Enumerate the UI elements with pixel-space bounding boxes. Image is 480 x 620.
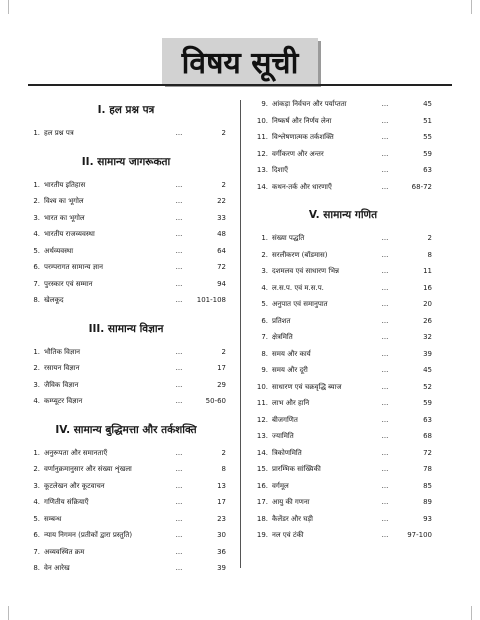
entry-number: 1. [33, 448, 40, 457]
entry-page: 23 [217, 514, 226, 523]
leader-dots: ... [381, 149, 389, 158]
entry-page: 2 [221, 448, 226, 457]
entry-number: 13. [256, 166, 268, 174]
entry-page: 68 [423, 432, 432, 440]
entry-label: हल प्रश्न पत्र [44, 129, 74, 137]
leader-dots: ... [381, 283, 389, 292]
entry-label: प्रारम्भिक सांख्यिकी [272, 465, 321, 473]
entry-label: खेलकूद [44, 296, 64, 304]
entry-page: 72 [217, 263, 226, 271]
entry-page: 22 [217, 197, 226, 205]
entry-page: 39 [217, 564, 226, 572]
entry-page: 59 [423, 149, 432, 158]
entry-page: 8 [427, 250, 432, 259]
entry-page: 50-60 [205, 397, 226, 405]
entry-label: क्षेत्रमिति [272, 333, 293, 341]
entry-page: 89 [423, 498, 432, 506]
leader-dots: ... [381, 514, 389, 523]
entry-number: 6. [261, 316, 268, 325]
toc-entry [254, 96, 432, 113]
entry-page: 101-108 [196, 296, 226, 304]
toc-entry [26, 478, 226, 495]
entry-number: 17. [256, 498, 268, 506]
toc-entry [26, 461, 226, 478]
entry-label: आयु की गणना [272, 498, 310, 506]
entry-page: 13 [217, 481, 226, 490]
toc-entry [254, 511, 432, 528]
entry-number: 5. [33, 246, 40, 255]
right-column [254, 96, 432, 544]
entry-label: विश्व का भूगोल [44, 197, 84, 205]
entry-page: 2 [427, 234, 432, 242]
leader-dots: ... [381, 182, 389, 191]
entry-label: भौतिक विज्ञान [44, 347, 81, 356]
leader-dots: ... [175, 246, 183, 255]
entry-number: 13. [256, 432, 268, 440]
leader-dots: ... [381, 349, 389, 358]
entry-page: 55 [423, 133, 432, 141]
entry-number: 12. [256, 149, 268, 158]
entry-label: कम्प्यूटर विज्ञान [44, 397, 83, 405]
entry-page: 2 [221, 180, 226, 189]
entry-label: समय और कार्य [272, 349, 311, 358]
crop-mark [471, 0, 472, 14]
left-column [26, 96, 226, 577]
entry-page: 64 [217, 246, 226, 255]
entry-page: 94 [217, 279, 226, 288]
toc-entry [254, 113, 432, 130]
toc-entry [26, 177, 226, 194]
toc-entry [26, 494, 226, 511]
entry-label: दिशाएँ [272, 166, 288, 174]
toc-entry [26, 210, 226, 227]
entry-number: 1. [33, 347, 40, 356]
entry-number: 10. [256, 382, 268, 391]
entry-label: प्रतिशत [272, 316, 291, 325]
entry-page: 68-72 [411, 182, 432, 191]
toc-entry [254, 280, 432, 297]
entry-number: 8. [33, 564, 40, 572]
entry-number: 14. [256, 448, 268, 457]
entry-page: 51 [423, 116, 432, 125]
toc-entry [26, 226, 226, 243]
leader-dots: ... [175, 547, 183, 556]
leader-dots: ... [381, 448, 389, 457]
leader-dots: ... [381, 498, 389, 506]
entry-number: 8. [33, 296, 40, 304]
leader-dots: ... [175, 531, 183, 539]
entry-label: अर्थव्यवस्था [44, 246, 74, 255]
entry-page: 63 [423, 415, 432, 424]
leader-dots: ... [175, 514, 183, 523]
toc-entry [254, 428, 432, 445]
leader-dots: ... [381, 382, 389, 391]
entry-page: 16 [423, 283, 432, 292]
entry-label: निष्कर्ष और निर्णय लेना [272, 116, 332, 125]
leader-dots: ... [175, 296, 183, 304]
toc-entry [26, 125, 226, 142]
entry-number: 1. [261, 234, 268, 242]
leader-dots: ... [175, 230, 183, 238]
entry-number: 3. [33, 380, 40, 389]
title-box [162, 38, 318, 84]
entry-label: पुरस्कार एवं सम्मान [44, 279, 93, 288]
entry-page: 93 [423, 514, 432, 523]
entry-number: 12. [256, 415, 268, 424]
leader-dots: ... [381, 300, 389, 308]
entry-page: 33 [217, 213, 226, 222]
entry-page: 26 [423, 316, 432, 325]
entry-number: 7. [33, 547, 40, 556]
toc-entry [26, 344, 226, 361]
leader-dots: ... [381, 316, 389, 325]
leader-dots: ... [381, 133, 389, 141]
entry-number: 16. [256, 481, 268, 490]
leader-dots: ... [381, 465, 389, 473]
toc-entry [254, 230, 432, 247]
toc-entry [26, 560, 226, 577]
entry-label: कथन-तर्क और धारणाएँ [272, 182, 332, 191]
entry-label: सरलीकरण (बॉडमास) [272, 250, 328, 259]
toc-entry [26, 377, 226, 394]
entry-page: 17 [217, 498, 226, 506]
entry-page: 30 [217, 531, 226, 539]
entry-number: 3. [33, 213, 40, 222]
toc-entry [254, 129, 432, 146]
leader-dots: ... [381, 100, 389, 108]
entry-number: 4. [33, 230, 40, 238]
entry-page: 78 [423, 465, 432, 473]
toc-entry [254, 296, 432, 313]
toc-entry [26, 292, 226, 309]
toc-entry [254, 461, 432, 478]
leader-dots: ... [381, 366, 389, 374]
toc-entry [254, 346, 432, 363]
entry-label: परम्परागत सामान्य ज्ञान [44, 263, 103, 271]
toc-entry [254, 179, 432, 196]
entry-number: 6. [33, 263, 40, 271]
toc-entry [254, 494, 432, 511]
entry-number: 8. [261, 349, 268, 358]
entry-number: 2. [261, 250, 268, 259]
leader-dots: ... [381, 399, 389, 407]
leader-dots: ... [175, 213, 183, 222]
entry-page: 52 [423, 382, 432, 391]
leader-dots: ... [381, 166, 389, 174]
toc-entry [26, 360, 226, 377]
leader-dots: ... [175, 498, 183, 506]
entry-page: 2 [221, 347, 226, 356]
entry-number: 4. [33, 498, 40, 506]
leader-dots: ... [381, 234, 389, 242]
toc-entry [254, 263, 432, 280]
entry-page: 39 [423, 349, 432, 358]
entry-number: 19. [256, 531, 268, 539]
entry-number: 5. [261, 300, 268, 308]
page-title: विषय सूची [181, 45, 299, 81]
entry-label: जैविक विज्ञान [44, 380, 79, 389]
section-heading: III. सामान्य विज्ञान [88, 322, 164, 335]
entry-number: 4. [261, 283, 268, 292]
entry-number: 18. [256, 514, 268, 523]
entry-number: 7. [33, 279, 40, 288]
toc-entry [254, 478, 432, 495]
entry-page: 72 [423, 448, 432, 457]
entry-number: 15. [256, 465, 268, 473]
entry-label: दशमलव एवं साधारण भिन्न [272, 267, 340, 275]
entry-number: 9. [261, 100, 268, 108]
entry-label: ज्यामिति [272, 432, 294, 440]
entry-label: आंकड़ा निर्वचन और पर्याप्तता [272, 100, 347, 108]
entry-number: 2. [33, 197, 40, 205]
toc-entry [254, 362, 432, 379]
toc-entry [254, 395, 432, 412]
toc-entry [26, 393, 226, 410]
entry-number: 3. [33, 481, 40, 490]
entry-page: 29 [217, 380, 226, 389]
entry-label: कैलेंडर और घड़ी [272, 514, 313, 523]
entry-number: 1. [33, 129, 40, 137]
leader-dots: ... [175, 481, 183, 490]
entry-label: गणितीय संक्रियाएँ [44, 498, 89, 506]
toc-entry [26, 193, 226, 210]
entry-label: कूटलेखन और कूटवाचन [44, 481, 105, 490]
leader-dots: ... [175, 364, 183, 372]
entry-label: अनुरूपता और समानताएँ [44, 448, 108, 457]
entry-number: 10. [256, 116, 268, 125]
crop-mark [8, 0, 9, 14]
section-heading: II. सामान्य जागरूकता [81, 155, 171, 168]
toc-entry [254, 146, 432, 163]
toc-entry [26, 276, 226, 293]
entry-number: 11. [256, 133, 268, 141]
entry-page: 17 [217, 364, 226, 372]
leader-dots: ... [381, 481, 389, 490]
leader-dots: ... [381, 250, 389, 259]
entry-label: अव्यवस्थित क्रम [44, 547, 85, 556]
toc-entry [254, 379, 432, 396]
entry-number: 4. [33, 397, 40, 405]
leader-dots: ... [175, 197, 183, 205]
title-rule [28, 84, 452, 86]
crop-mark [8, 606, 9, 620]
entry-number: 2. [33, 364, 40, 372]
entry-label: भारत का भूगोल [44, 213, 85, 222]
entry-number: 1. [33, 180, 40, 189]
entry-label: भारतीय राजव्यवस्था [44, 230, 95, 238]
entry-page: 32 [423, 333, 432, 341]
toc-entry [254, 247, 432, 264]
toc-entry [254, 527, 432, 544]
entry-page: 45 [423, 100, 432, 108]
entry-label: सम्बन्ध [44, 514, 62, 523]
entry-number: 3. [261, 267, 268, 275]
entry-label: त्रिकोणमिति [272, 448, 302, 457]
leader-dots: ... [175, 279, 183, 288]
entry-label: समय और दूरी [272, 366, 308, 374]
toc-entry [26, 243, 226, 260]
entry-number: 9. [261, 366, 268, 374]
entry-page: 36 [217, 547, 226, 556]
entry-label: ल.स.प. एवं म.स.प. [272, 283, 324, 292]
entry-page: 59 [423, 399, 432, 407]
leader-dots: ... [175, 564, 183, 572]
section-heading: I. हल प्रश्न पत्र [97, 104, 155, 116]
leader-dots: ... [381, 267, 389, 275]
leader-dots: ... [175, 380, 183, 389]
toc-entry [26, 259, 226, 276]
entry-label: अनुपात एवं समानुपात [272, 300, 328, 308]
entry-label: न्याय निगमन (प्रतीकों द्वारा प्रस्तुति) [44, 531, 133, 539]
entry-label: नल एवं टंकी [272, 531, 304, 539]
toc-entry [254, 329, 432, 346]
entry-page: 11 [423, 267, 432, 275]
section-heading: V. सामान्य गणित [308, 209, 378, 221]
entry-page: 45 [423, 366, 432, 374]
entry-label: साधारण एवं चक्रवृद्धि ब्याज [272, 382, 342, 391]
entry-label: वर्णानुक्रमानुसार और संख्या शृंखला [44, 465, 132, 473]
entry-number: 14. [256, 182, 268, 191]
leader-dots: ... [175, 465, 183, 473]
crop-mark [471, 606, 472, 620]
entry-page: 2 [221, 129, 226, 137]
toc-entry [26, 445, 226, 462]
leader-dots: ... [381, 531, 389, 539]
toc-entry [254, 445, 432, 462]
leader-dots: ... [381, 415, 389, 424]
entry-page: 85 [423, 481, 432, 490]
entry-number: 6. [33, 531, 40, 539]
entry-page: 48 [217, 230, 226, 238]
toc-entry [26, 544, 226, 561]
entry-number: 5. [33, 514, 40, 523]
entry-label: वेन आरेख [44, 564, 70, 572]
entry-label: वर्गमूल [272, 481, 289, 490]
entry-label: बीजगणित [272, 415, 298, 424]
entry-label: विश्लेषणात्मक तर्कशक्ति [272, 133, 334, 141]
entry-number: 7. [261, 333, 268, 341]
toc-entry [26, 527, 226, 544]
entry-page: 63 [423, 166, 432, 174]
leader-dots: ... [381, 432, 389, 440]
toc-entry [254, 162, 432, 179]
entry-number: 11. [256, 399, 268, 407]
entry-label: लाभ और हानि [272, 399, 310, 407]
leader-dots: ... [381, 333, 389, 341]
column-divider [240, 100, 241, 568]
leader-dots: ... [381, 116, 389, 125]
toc-entry [26, 511, 226, 528]
entry-page: 20 [423, 300, 432, 308]
entry-label: भारतीय इतिहास [44, 180, 86, 189]
leader-dots: ... [175, 347, 183, 356]
toc-entry [254, 412, 432, 429]
leader-dots: ... [175, 448, 183, 457]
entry-page: 97-100 [407, 531, 432, 539]
leader-dots: ... [175, 397, 183, 405]
leader-dots: ... [175, 129, 183, 137]
entry-number: 2. [33, 465, 40, 473]
entry-page: 8 [221, 465, 226, 473]
section-heading: IV. सामान्य बुद्धिमत्ता और तर्कशक्ति [55, 423, 197, 436]
toc-entry [254, 313, 432, 330]
leader-dots: ... [175, 263, 183, 271]
leader-dots: ... [175, 180, 183, 189]
entry-label: वर्गीकरण और अन्तर [272, 149, 324, 158]
entry-label: रसायन विज्ञान [44, 364, 80, 372]
entry-label: संख्या पद्धति [272, 234, 305, 242]
